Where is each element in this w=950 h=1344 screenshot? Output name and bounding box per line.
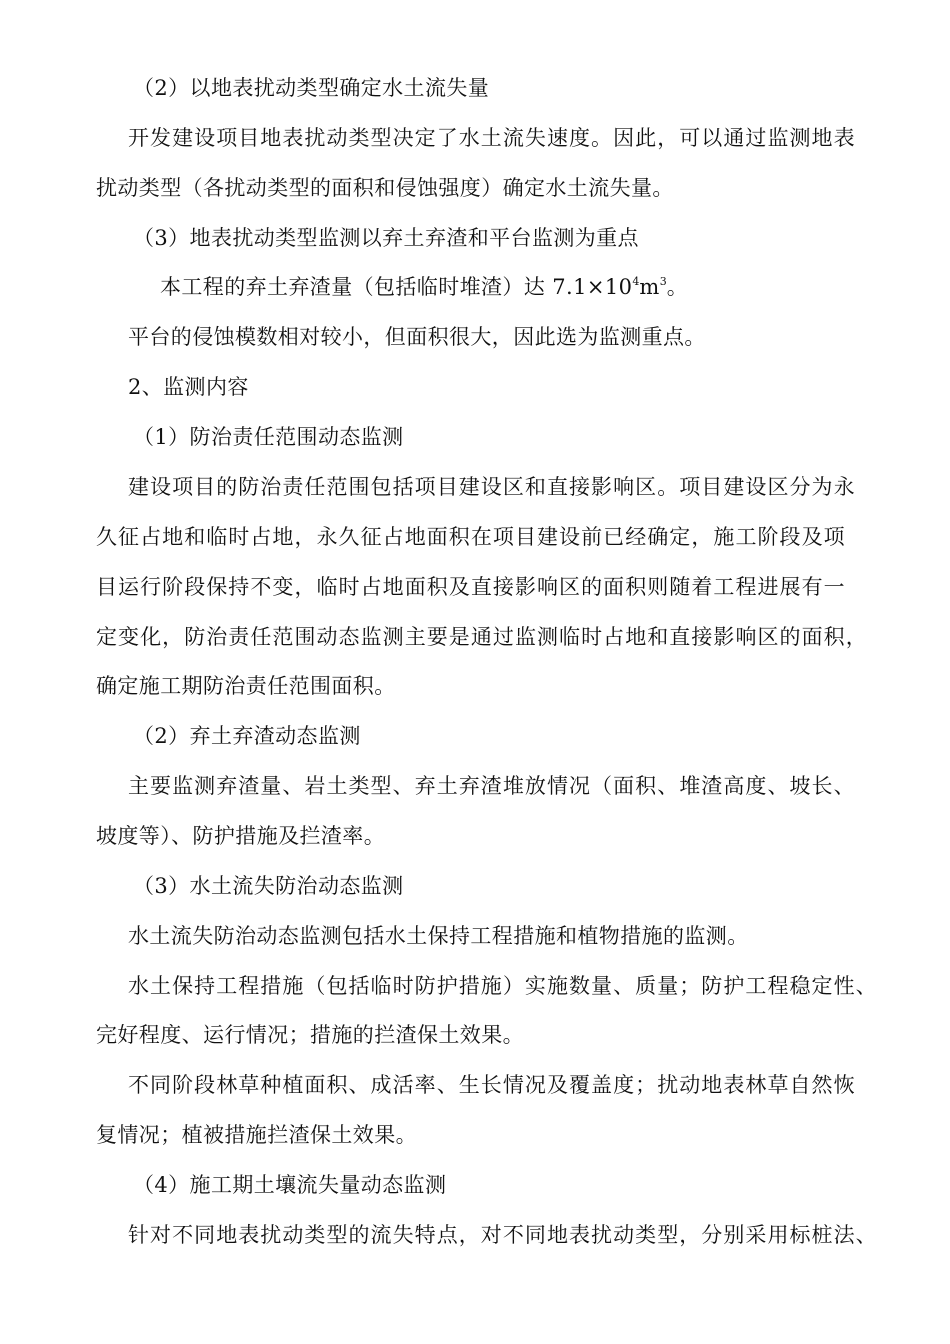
paragraph-line: 坡度等）、防护措施及拦渣率。 bbox=[96, 824, 386, 848]
heading-monitoring-focus: （3）地表扰动类型监测以弃土弃渣和平台监测为重点 bbox=[133, 226, 639, 250]
paragraph-platform: 平台的侵蚀模数相对较小，但面积很大，因此选为监测重点。 bbox=[128, 325, 706, 349]
heading-responsibility-scope: （1）防治责任范围动态监测 bbox=[133, 425, 404, 449]
paragraph-line: 久征占地和临时占地，永久征占地面积在项目建设前已经确定，施工阶段及项 bbox=[96, 525, 846, 549]
paragraph-line: 开发建设项目地表扰动类型决定了水土流失速度。因此，可以通过监测地表 bbox=[128, 126, 856, 150]
spoil-volume-text: 本工程的弃土弃渣量（包括临时堆渣）达 7.1×10 bbox=[160, 275, 633, 299]
paragraph-spoil-volume bbox=[0, 274, 950, 300]
paragraph-line: 确定施工期防治责任范围面积。 bbox=[96, 674, 396, 698]
paragraph-line: 复情况；植被措施拦渣保土效果。 bbox=[96, 1123, 417, 1147]
unit-exponent: 3 bbox=[659, 275, 667, 288]
paragraph-line: 针对不同地表扰动类型的流失特点，对不同地表扰动类型，分别采用标桩法、 bbox=[128, 1223, 878, 1247]
heading-soil-loss-monitoring: （4）施工期土壤流失量动态监测 bbox=[133, 1173, 447, 1197]
paragraph-line: 目运行阶段保持不变，临时占地面积及直接影响区的面积则随着工程进展有一 bbox=[96, 575, 846, 599]
paragraph-line: 主要监测弃渣量、岩土类型、弃土弃渣堆放情况（面积、堆渣高度、坡长、 bbox=[128, 774, 856, 798]
paragraph-line: 水土流失防治动态监测包括水土保持工程措施和植物措施的监测。 bbox=[128, 924, 749, 948]
paragraph-line: 定变化，防治责任范围动态监测主要是通过监测临时占地和直接影响区的面积， bbox=[96, 625, 868, 649]
sentence-end: 。 bbox=[666, 275, 689, 299]
heading-spoil-monitoring: （2）弃土弃渣动态监测 bbox=[133, 724, 361, 748]
paragraph-line: 扰动类型（各扰动类型的面积和侵蚀强度）确定水土流失量。 bbox=[96, 176, 674, 200]
paragraph-line: 不同阶段林草种植面积、成活率、生长情况及覆盖度；扰动地表林草自然恢 bbox=[128, 1073, 856, 1097]
exponent: 4 bbox=[632, 275, 640, 288]
paragraph-line: 完好程度、运行情况；措施的拦渣保土效果。 bbox=[96, 1023, 524, 1047]
paragraph-line: 水土保持工程措施（包括临时防护措施）实施数量、质量；防护工程稳定性、 bbox=[128, 974, 878, 998]
unit: m bbox=[639, 275, 660, 299]
heading-erosion-control-monitoring: （3）水土流失防治动态监测 bbox=[133, 874, 404, 898]
paragraph-line: 建设项目的防治责任范围包括项目建设区和直接影响区。项目建设区分为永 bbox=[128, 475, 856, 499]
heading-disturbance-type-loss: （2）以地表扰动类型确定水土流失量 bbox=[133, 76, 490, 100]
section-heading-monitoring-content: 2、监测内容 bbox=[128, 375, 249, 399]
